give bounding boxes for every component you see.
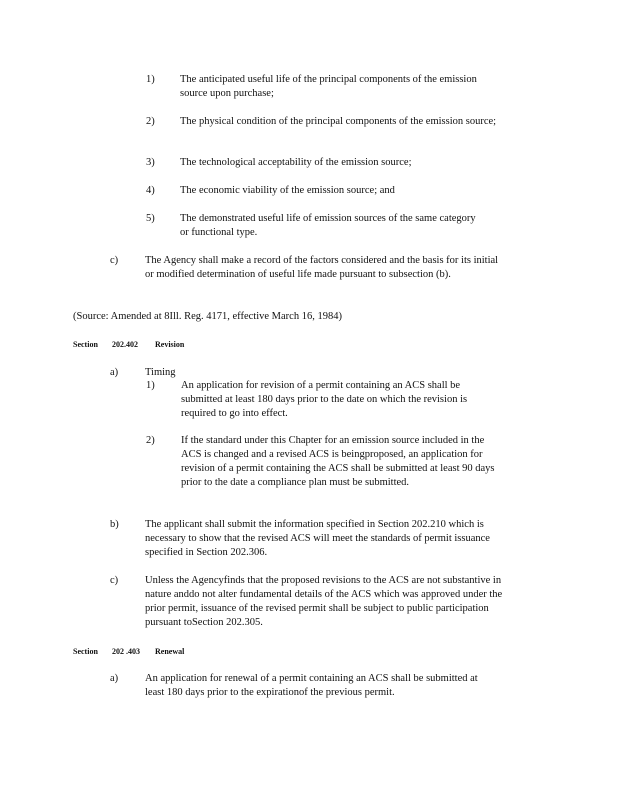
- list-item-text: The demonstrated useful life of emission sources of the same category or functional type.: [180, 213, 476, 238]
- paragraph-text: An application for renewal of a permit containing an ACS shall be submitted at least 180 days prior to the expirationof the previous permit.: [145, 673, 478, 698]
- section-word: Section: [73, 340, 98, 349]
- list-item-text: The physical condition of the principal components of the emission source;: [180, 116, 497, 127]
- paragraph-text: The Agency shall make a record of the factors considered and the basis for its initial or modified determination of useful life made pursuant to subsection (b).: [145, 255, 499, 280]
- list-item-label: c): [110, 255, 119, 266]
- list-item-label: a): [110, 673, 119, 684]
- list-item-label: 2): [146, 116, 155, 127]
- subsection-title: Timing: [145, 367, 176, 378]
- list-item-text: The technological acceptability of the emission source;: [180, 157, 412, 168]
- list-item-label: 3): [146, 157, 155, 168]
- paragraph-text: Unless the Agencyfinds that the proposed revisions to the ACS are not substantive in nature anddo not alter fundamental details of the ACS which was approved under the prior permit, issuance of the revised permit shall be subject to public participation pursuant toSection 202.305.: [145, 575, 503, 628]
- list-item-label: 4): [146, 185, 155, 196]
- section-title: Renewal: [155, 647, 185, 656]
- list-item-text: An application for revision of a permit containing an ACS shall be submitted at least 180 days prior to the date on which the revision is required to go into effect.: [181, 380, 468, 419]
- list-item-text: If the standard under this Chapter for an emission source included in the ACS is changed and a revised ACS is beingproposed, an application for revision of a permit containing the ACS shall be submitted at least 90 days prior to the date a compliance plan must be submitted.: [181, 435, 495, 488]
- list-item-label: c): [110, 575, 119, 586]
- list-item-text: The economic viability of the emission source; and: [180, 185, 395, 196]
- paragraph-text: The applicant shall submit the information specified in Section 202.210 which is necessary to show that the revised ACS will meet the standards of permit issuance specified in Section 202.306.: [145, 519, 490, 558]
- section-number: 202.402: [112, 340, 138, 349]
- list-item-label: 5): [146, 213, 155, 224]
- section-word: Section: [73, 647, 98, 656]
- section-title: Revision: [155, 340, 185, 349]
- list-item-label: 2): [146, 435, 155, 446]
- list-item-label: b): [110, 519, 119, 530]
- source-note: (Source: Amended at 8Ill. Reg. 4171, effective March 16, 1984): [73, 311, 342, 322]
- list-item-label: a): [110, 367, 119, 378]
- section-number: 202 .403: [112, 647, 140, 656]
- list-item-label: 1): [146, 74, 155, 85]
- list-item-text: The anticipated useful life of the principal components of the emission source upon purchase;: [180, 74, 477, 99]
- list-item-label: 1): [146, 380, 155, 391]
